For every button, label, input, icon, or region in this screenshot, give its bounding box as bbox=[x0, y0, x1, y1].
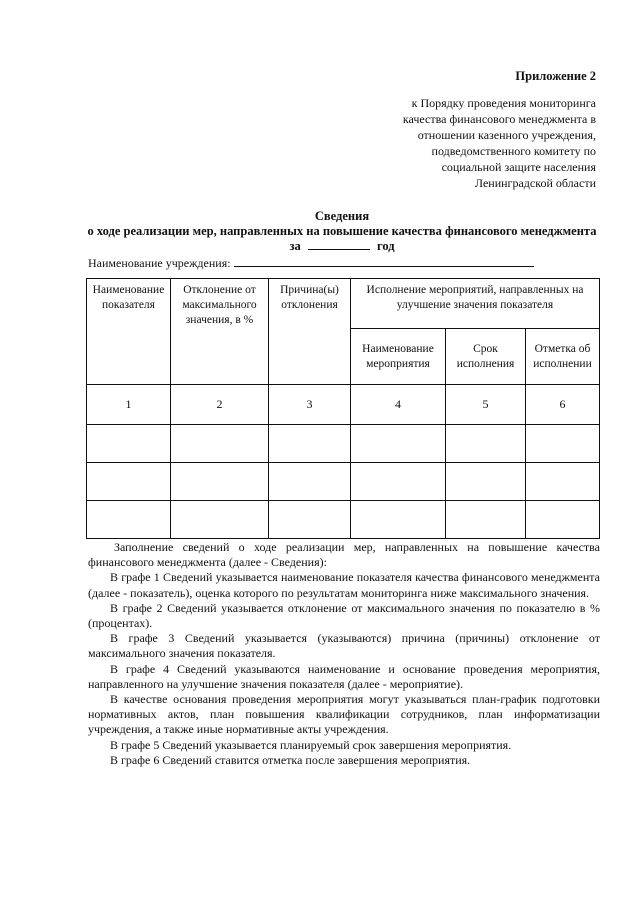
institution-line bbox=[88, 255, 534, 271]
table-cell bbox=[351, 424, 446, 462]
institution-blank bbox=[234, 255, 534, 267]
instruction-paragraph: Заполнение сведений о ходе реализации мер, направленных на повышение качества финансового менеджмента (далее - Сведения): bbox=[88, 540, 600, 570]
period-suffix: год bbox=[376, 239, 395, 253]
title-main: Сведения bbox=[314, 209, 370, 223]
table-cell bbox=[446, 424, 526, 462]
table-row bbox=[87, 500, 600, 538]
table-cell bbox=[171, 500, 269, 538]
period-blank bbox=[308, 239, 370, 250]
table-cell bbox=[351, 500, 446, 538]
header-indicator: Наименование показателя bbox=[87, 279, 171, 385]
instruction-paragraph: В графе 5 Сведений указывается планируемый срок завершения мероприятия. bbox=[110, 737, 512, 752]
table-cell bbox=[87, 424, 171, 462]
institution-label: Наименование учреждения: bbox=[88, 256, 231, 270]
table-cell bbox=[526, 500, 600, 538]
table-cell bbox=[171, 424, 269, 462]
table-cell bbox=[526, 462, 600, 500]
table-cell bbox=[269, 462, 351, 500]
appendix-line: Ленинградской области bbox=[474, 176, 596, 190]
instruction-paragraph: В графе 4 Сведений указываются наименование и основание проведения мероприятия, направленного на улучшение значения показателя (далее - мероприятие). bbox=[88, 661, 600, 691]
table-cell bbox=[269, 424, 351, 462]
instruction-paragraph: В графе 6 Сведений ставится отметка после завершения мероприятия. bbox=[110, 752, 471, 767]
instruction-paragraph: В графе 3 Сведений указывается (указываются) причина (причины) отклонение от максимального значения показателя. bbox=[88, 631, 600, 661]
column-number: 6 bbox=[526, 385, 600, 424]
column-number: 1 bbox=[87, 385, 171, 424]
document-title bbox=[86, 209, 598, 254]
header-term: Срок исполнения bbox=[446, 329, 526, 385]
appendix-line: социальной защите населения bbox=[441, 160, 596, 174]
appendix-reference bbox=[346, 95, 596, 191]
column-number: 3 bbox=[269, 385, 351, 424]
column-number: 5 bbox=[446, 385, 526, 424]
header-reasons: Причина(ы) отклонения bbox=[269, 279, 351, 385]
table-cell bbox=[446, 462, 526, 500]
instruction-paragraph: В графе 2 Сведений указывается отклонение от максимального значения по показателю в % (процентах). bbox=[88, 600, 600, 631]
title-period bbox=[86, 239, 598, 254]
table-cell bbox=[446, 500, 526, 538]
period-prefix: за bbox=[289, 239, 301, 253]
header-mark: Отметка об исполнении bbox=[526, 329, 600, 385]
column-number: 2 bbox=[171, 385, 269, 424]
appendix-line: отношении казенного учреждения, bbox=[417, 128, 596, 142]
instructions-text bbox=[88, 540, 600, 768]
column-number: 4 bbox=[351, 385, 446, 424]
instruction-paragraph: В качестве основания проведения мероприятия могут указываться план-график подготовки нормативных актов, план повышения квалификации сотрудников, план информатизации учреждения, а также иные нормативные акты учреждения. bbox=[88, 692, 600, 737]
table-row bbox=[87, 462, 600, 500]
table-cell bbox=[351, 462, 446, 500]
table-header-row bbox=[87, 279, 600, 329]
appendix-title: Приложение 2 bbox=[515, 69, 596, 83]
header-execution: Исполнение мероприятий, направленных на улучшение значения показателя bbox=[351, 279, 600, 329]
title-subtitle: о ходе реализации мер, направленных на повышение качества финансового менеджмента bbox=[87, 224, 597, 238]
instruction-paragraph: В графе 1 Сведений указывается наименование показателя качества финансового менеджмента (далее - показатель), оценка которого по результатам мониторинга ниже максимального значения. bbox=[88, 570, 600, 600]
table-cell bbox=[269, 500, 351, 538]
table-cell bbox=[171, 462, 269, 500]
table-cell bbox=[87, 462, 171, 500]
report-table bbox=[86, 278, 600, 539]
header-deviation: Отклонение от максимального значения, в % bbox=[171, 279, 269, 385]
table-cell bbox=[526, 424, 600, 462]
appendix-line: к Порядку проведения мониторинга bbox=[411, 96, 596, 110]
table-number-row bbox=[87, 385, 600, 424]
header-measure-name: Наименование мероприятия bbox=[351, 329, 446, 385]
table-row bbox=[87, 424, 600, 462]
appendix-line: подведомственного комитету по bbox=[431, 144, 596, 158]
appendix-line: качества финансового менеджмента в bbox=[402, 112, 596, 126]
table-cell bbox=[87, 500, 171, 538]
